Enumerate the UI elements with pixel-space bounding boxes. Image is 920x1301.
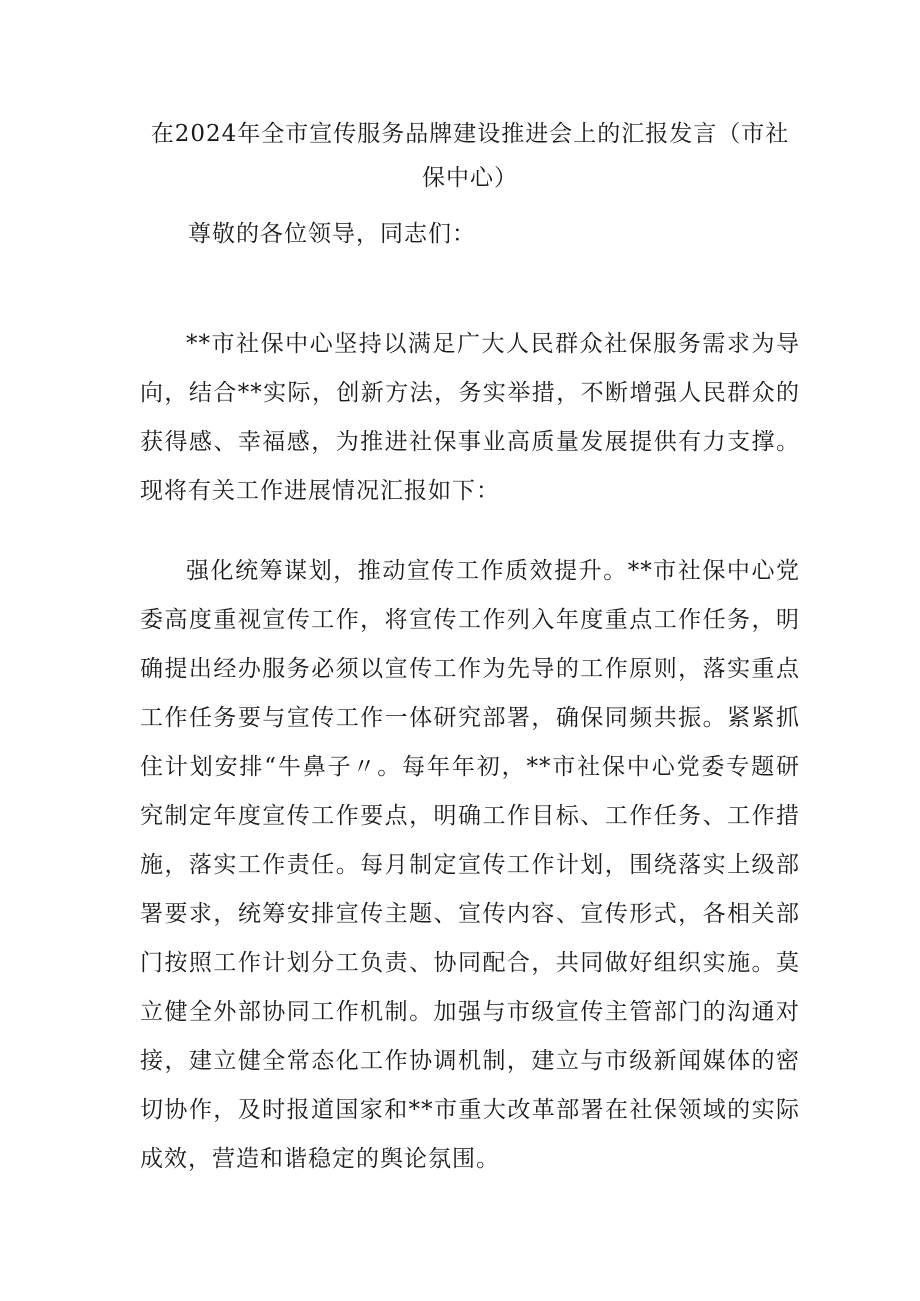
salutation: 尊敬的各位领导，同志们： [188, 221, 476, 247]
document-title: 在2024年全市宣传服务品牌建设推进会上的汇报发言（市社保中心） [150, 121, 790, 191]
paragraph-introduction: **市社保中心坚持以满足广大人民群众社保服务需求为导向，结合**实际，创新方法，务实举措，不断增强人民群众的获得感、幸福感，为推进社保事业高质量发展提供有力支撑。现将有关工作进展情况汇报如下： [140, 331, 800, 504]
paragraph-planning: 强化统筹谋划，推动宣传工作质效提升。**市社保中心党委高度重视宣传工作，将宣传工作列入年度重点工作任务，明确提出经办服务必须以宣传工作为先导的工作原则，落实重点工作任务要与宣传工作一体研究部署，确保同频共振。紧紧抓住计划安排“牛鼻子〃。每年年初，**市社保中心党委专题研究制定年度宣传工作要点，明确工作目标、工作任务、工作措施，落实工作责任。每月制定宣传工作计划，围绕落实上级部署要求，统筹安排宣传主题、宣传内容、宣传形式，各相关部门按照工作计划分工负责、协同配合，共同做好组织实施。莫立健全外部协同工作机制。加强与市级宣传主管部门的沟通对接，建立健全常态化工作协调机制，建立与市级新闻媒体的密切协作，及时报道国家和**市重大改革部署在社保领域的实际成效，营造和谐稳定的舆论氛围。 [140, 558, 800, 1172]
